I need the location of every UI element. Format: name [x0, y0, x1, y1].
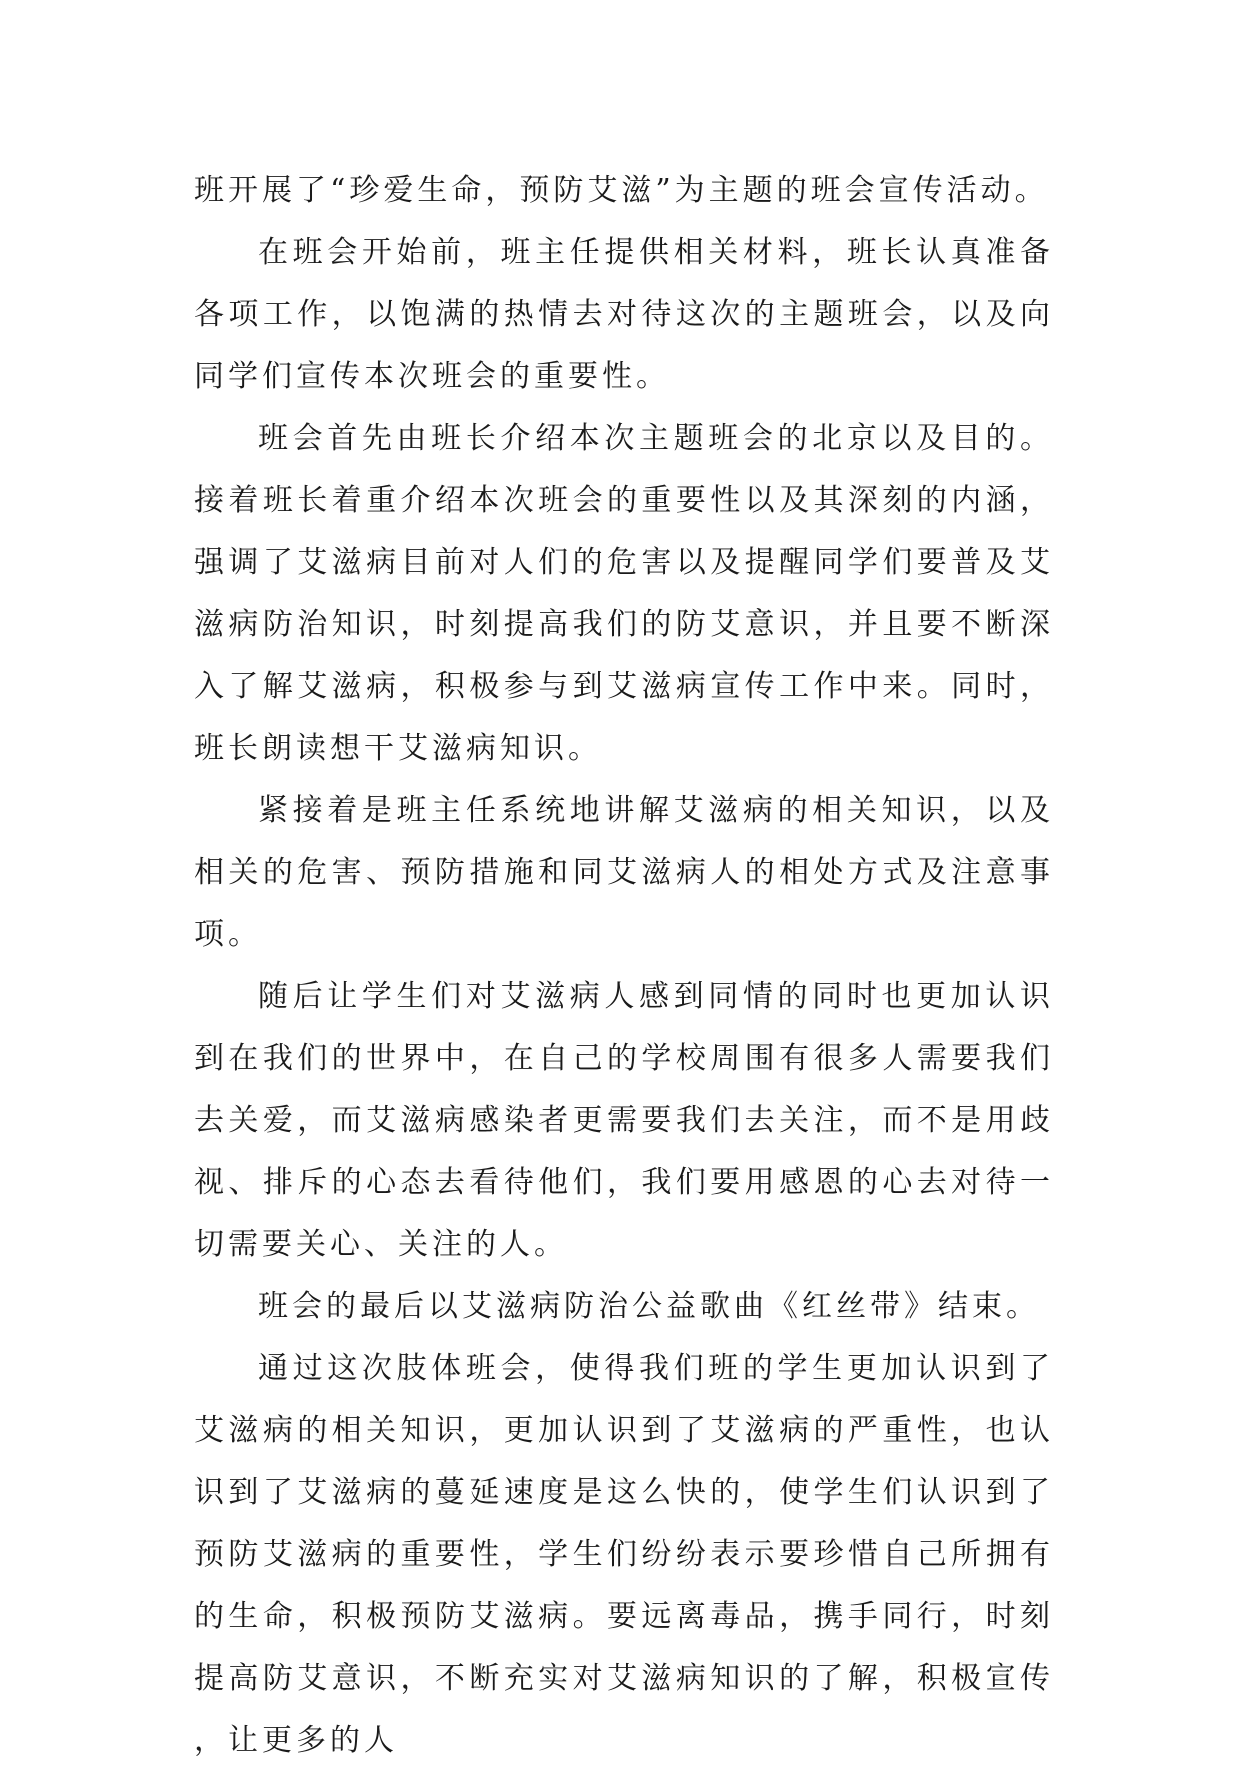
paragraph-empathy: 随后让学生们对艾滋病人感到同情的同时也更加认识到在我们的世界中，在自己的学校周围有很多人需要我们去关爱，而艾滋病感染者更需要我们去关注，而不是用歧视、排斥的心态去看待他们，我们要用感恩的心去对待一切需要关心、关注的人。: [194, 979, 1054, 1262]
document-page: [194, 160, 1054, 1772]
paragraph-teacher-lecture: 紧接着是班主任系统地讲解艾滋病的相关知识，以及相关的危害、预防措施和同艾滋病人的相处方式及注意事项。: [194, 793, 1054, 952]
paragraph-monitor-introduction: 班会首先由班长介绍本次主题班会的北京以及目的。接着班长着重介绍本次班会的重要性以及其深刻的内涵，强调了艾滋病目前对人们的危害以及提醒同学们要普及艾滋病防治知识，时刻提高我们的防艾意识，并且要不断深入了解艾滋病，积极参与到艾滋病宣传工作中来。同时，班长朗读想干艾滋病知识。: [194, 421, 1054, 766]
paragraph-summary: 通过这次肢体班会，使得我们班的学生更加认识到了艾滋病的相关知识，更加认识到了艾滋病的严重性，也认识到了艾滋病的蔓延速度是这么快的，使学生们认识到了预防艾滋病的重要性，学生们纷纷表示要珍惜自己所拥有的生命，积极预防艾滋病。要远离毒品，携手同行，时刻提高防艾意识，不断充实对艾滋病知识的了解，积极宣传，让更多的人: [194, 1351, 1054, 1758]
paragraph-intro-continuation: 班开展了“珍爱生命，预防艾滋”为主题的班会宣传活动。: [194, 173, 1049, 208]
paragraph-closing-song: 班会的最后以艾滋病防治公益歌曲《红丝带》结束。: [258, 1289, 1040, 1324]
paragraph-preparation: 在班会开始前，班主任提供相关材料，班长认真准备各项工作，以饱满的热情去对待这次的主题班会，以及向同学们宣传本次班会的重要性。: [194, 235, 1054, 394]
